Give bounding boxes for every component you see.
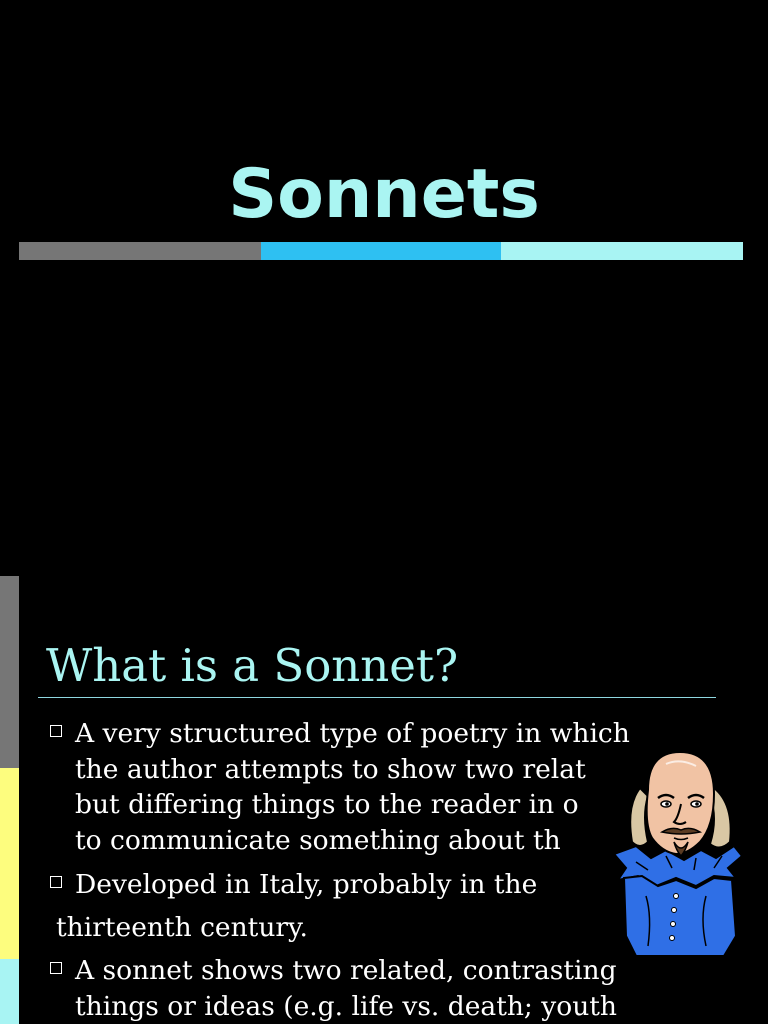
side-accent-cyan [0, 959, 19, 1024]
bullet-3-line-1: A sonnet shows two related, contrasting [75, 955, 617, 986]
slide-heading: What is a Sonnet? [46, 639, 459, 692]
bullet-1-line-2: the author attempts to show two relat [75, 753, 586, 785]
bullet-1-line-1: A very structured type of poetry in which [75, 718, 630, 749]
divider-segment-grey [19, 242, 261, 260]
heading-underline [38, 697, 716, 698]
content-slide [0, 576, 768, 1024]
bullet-marker [50, 876, 62, 888]
bullet-3-text [75, 953, 617, 1024]
bullet-1-text [75, 716, 630, 858]
divider-segment-blue [261, 242, 501, 260]
bullet-2-line-2: thirteenth century. [56, 912, 308, 943]
title-divider [19, 242, 743, 260]
bullet-1-line-3: but differing things to the reader in o [75, 789, 579, 820]
side-accent-grey [0, 576, 19, 768]
shakespeare-portrait-image [596, 746, 746, 956]
bullet-marker [50, 962, 62, 974]
bullet-2-line-1: Developed in Italy, probably in the [75, 869, 538, 900]
side-accent-yellow [0, 768, 19, 959]
slide-title: Sonnets [228, 155, 540, 234]
divider-segment-cyan [501, 242, 743, 260]
bullet-marker [50, 725, 62, 737]
bullet-3-line-2: things or ideas (e.g. life vs. death; youth [75, 990, 617, 1022]
bullet-1-line-4: to communicate something about th [75, 824, 561, 856]
